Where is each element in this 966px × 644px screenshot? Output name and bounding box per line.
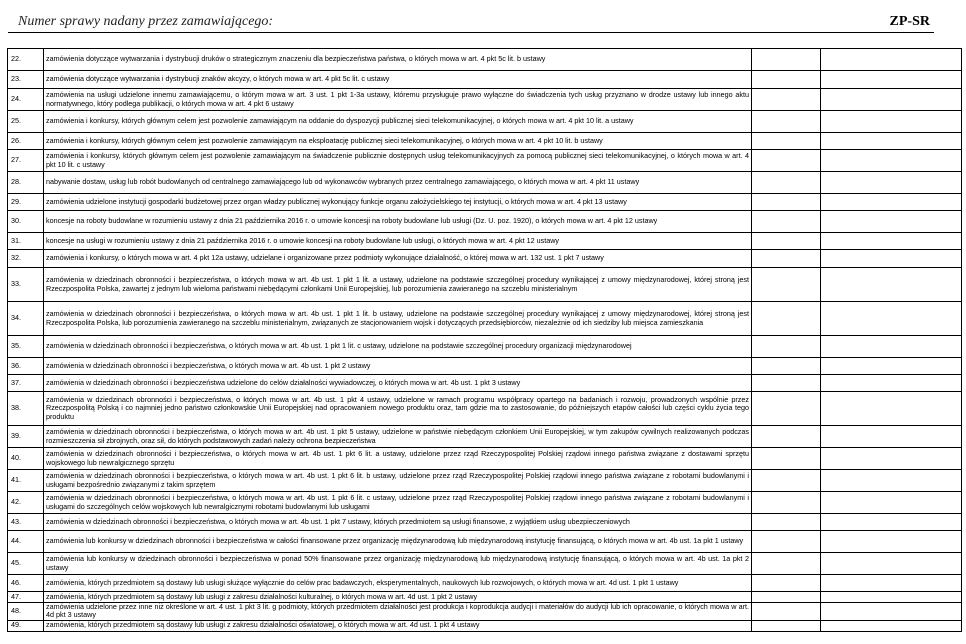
empty-cell-1[interactable]: [752, 531, 821, 553]
row-number: 25.: [8, 111, 44, 133]
empty-cell-1[interactable]: [752, 89, 821, 111]
exemptions-table: [7, 48, 962, 632]
empty-cell-2[interactable]: [821, 514, 962, 531]
row-number: 48.: [8, 603, 44, 621]
row-number: 26.: [8, 133, 44, 150]
row-number: 41.: [8, 470, 44, 492]
empty-cell-1[interactable]: [752, 603, 821, 621]
table-row: [8, 470, 962, 492]
empty-cell-1[interactable]: [752, 514, 821, 531]
table-row: [8, 336, 962, 358]
empty-cell-2[interactable]: [821, 620, 962, 631]
empty-cell-1[interactable]: [752, 49, 821, 71]
empty-cell-2[interactable]: [821, 575, 962, 592]
row-description: zamówienia w dziedzinach obronności i bezpieczeństwa udzielone do celów działalności wywiadowczej, o których mowa w art. 4b ust. 1 pkt 3 ustawy: [44, 375, 752, 392]
empty-cell-1[interactable]: [752, 150, 821, 172]
empty-cell-1[interactable]: [752, 492, 821, 514]
row-number: 23.: [8, 71, 44, 89]
row-description: zamówienia i konkursy, których głównym celem jest pozwolenie zamawiającym na eksploatację publicznej sieci telekomunikacyjnej, o których mowa w art. 4 pkt 10 lit. b ustawy: [44, 133, 752, 150]
empty-cell-1[interactable]: [752, 71, 821, 89]
table-row: [8, 302, 962, 336]
empty-cell-2[interactable]: [821, 470, 962, 492]
table-row: [8, 358, 962, 375]
empty-cell-2[interactable]: [821, 89, 962, 111]
empty-cell-2[interactable]: [821, 448, 962, 470]
empty-cell-2[interactable]: [821, 49, 962, 71]
empty-cell-2[interactable]: [821, 603, 962, 621]
page-header: [8, 12, 934, 33]
empty-cell-2[interactable]: [821, 194, 962, 211]
empty-cell-1[interactable]: [752, 302, 821, 336]
empty-cell-2[interactable]: [821, 250, 962, 268]
row-number: 28.: [8, 172, 44, 194]
empty-cell-2[interactable]: [821, 492, 962, 514]
empty-cell-2[interactable]: [821, 336, 962, 358]
empty-cell-1[interactable]: [752, 426, 821, 448]
empty-cell-1[interactable]: [752, 133, 821, 150]
row-description: zamówienia w dziedzinach obronności i bezpieczeństwa, o których mowa w art. 4b ust. 1 pkt 1 lit. b ustawy, udzielone na podstawie szczególnej procedury wynikającej z umowy międzynarodowej, której stroną jest Rzeczpospolita Polska, lub porozumienia zawieranego na szczeblu ministerialnym, związanych ze stacjonowaniem wojsk i dotyczących przedsiębiorców, niezależnie od ich siedziby lub miejsca zamieszkania: [44, 302, 752, 336]
empty-cell-1[interactable]: [752, 111, 821, 133]
row-description: zamówienia lub konkursy w dziedzinach obronności i bezpieczeństwa w całości finansowane przez organizację międzynarodową lub międzynarodową instytucję finansującą, o których mowa w art. 4b ust. 1a pkt 1 ustawy: [44, 531, 752, 553]
row-description: zamówienia w dziedzinach obronności i bezpieczeństwa, o których mowa w art. 4b ust. 1 pkt 1 lit. c ustawy, udzielone na podstawie szczególnej procedury organizacji międzynarodowej: [44, 336, 752, 358]
table-row: [8, 49, 962, 71]
row-number: 35.: [8, 336, 44, 358]
empty-cell-2[interactable]: [821, 233, 962, 250]
table-row: [8, 150, 962, 172]
empty-cell-2[interactable]: [821, 392, 962, 426]
empty-cell-1[interactable]: [752, 250, 821, 268]
table-row: [8, 375, 962, 392]
row-number: 30.: [8, 211, 44, 233]
row-description: zamówienia i konkursy, o których mowa w art. 4 pkt 12a ustawy, udzielane i organizowane przez podmioty wykonujące działalność, o której mowa w art. 132 ust. 1 pkt 7 ustawy: [44, 250, 752, 268]
empty-cell-1[interactable]: [752, 448, 821, 470]
row-number: 46.: [8, 575, 44, 592]
empty-cell-2[interactable]: [821, 71, 962, 89]
row-description: zamówienia w dziedzinach obronności i bezpieczeństwa, o których mowa w art. 4b ust. 1 pkt 1 lit. a ustawy, udzielone na podstawie szczególnej procedury wynikającej z umowy międzynarodowej, której stroną jest Rzeczpospolita Polska, zawartej z jednym lub wieloma państwami niebędącymi członkami Unii Europejskiej, lub porozumienia zawieranego na szczeblu ministerialnym: [44, 268, 752, 302]
empty-cell-1[interactable]: [752, 592, 821, 603]
row-description: zamówienia w dziedzinach obronności i bezpieczeństwa, o których mowa w art. 4b ust. 1 pkt 6 lit. c ustawy, udzielone przez rząd Rzeczypospolitej Polskiej rządowi innego państwa związane z robotami budowlanymi i usługami do szczególnych celów wojskowych lub newralgicznymi robotami budowlanymi lub usługami: [44, 492, 752, 514]
table-row: [8, 592, 962, 603]
table-row: [8, 392, 962, 426]
row-description: zamówienia, których przedmiotem są dostawy lub usługi z zakresu działalności oświatowej, o których mowa w art. 4d ust. 1 pkt 4 ustawy: [44, 620, 752, 631]
table-row: [8, 71, 962, 89]
row-description: zamówienia w dziedzinach obronności i bezpieczeństwa, o których mowa w art. 4b ust. 1 pkt 4 ustawy, udzielone w ramach programu współpracy opartego na badaniach i rozwoju, prowadzonych wspólnie przez Rzeczpospolitą Polską i co najmniej jedno państwo członkowskie Unii Europejskiej nad opracowaniem nowego produktu oraz, tam gdzie ma to zastosowanie, do późniejszych etapów całości lub części cyklu życia tego produktu: [44, 392, 752, 426]
row-description: zamówienia dotyczące wytwarzania i dystrybucji druków o strategicznym znaczeniu dla bezpieczeństwa państwa, o których mowa w art. 4 pkt 5c lit. b ustawy: [44, 49, 752, 71]
empty-cell-2[interactable]: [821, 302, 962, 336]
table-row: [8, 133, 962, 150]
empty-cell-1[interactable]: [752, 172, 821, 194]
row-number: 29.: [8, 194, 44, 211]
row-number: 34.: [8, 302, 44, 336]
empty-cell-1[interactable]: [752, 375, 821, 392]
empty-cell-2[interactable]: [821, 358, 962, 375]
empty-cell-1[interactable]: [752, 268, 821, 302]
empty-cell-2[interactable]: [821, 133, 962, 150]
table-row: [8, 620, 962, 631]
row-description: zamówienia w dziedzinach obronności i bezpieczeństwa, o których mowa w art. 4b ust. 1 pkt 7 ustawy, których przedmiotem są usługi finansowe, z wyjątkiem usług ubezpieczeniowych: [44, 514, 752, 531]
table-row: [8, 531, 962, 553]
exemptions-table-body: [8, 49, 962, 632]
row-description: koncesje na usługi w rozumieniu ustawy z dnia 21 października 2016 r. o umowie koncesji na roboty budowlane lub usługi, o których mowa w art. 4 pkt 12 ustawy: [44, 233, 752, 250]
empty-cell-1[interactable]: [752, 211, 821, 233]
row-description: zamówienia w dziedzinach obronności i bezpieczeństwa, o których mowa w art. 4b ust. 1 pkt 5 ustawy, udzielone w państwie niebędącym członkiem Unii Europejskiej, w tym zakupów cywilnych realizowanych podczas rozmieszczenia sił zbrojnych, oraz sił, do których podstawowych zadań należy ochrona bezpieczeństwa: [44, 426, 752, 448]
row-number: 42.: [8, 492, 44, 514]
empty-cell-1[interactable]: [752, 336, 821, 358]
row-number: 45.: [8, 553, 44, 575]
empty-cell-1[interactable]: [752, 620, 821, 631]
row-description: zamówienia i konkursy, których głównym celem jest pozwolenie zamawiającym na świadczenie publicznie dostępnych usług telekomunikacyjnych za pomocą publicznej sieci telekomunikacyjnej, o których mowa w art. 4 pkt 10 lit. c ustawy: [44, 150, 752, 172]
row-number: 22.: [8, 49, 44, 71]
table-row: [8, 268, 962, 302]
empty-cell-2[interactable]: [821, 268, 962, 302]
table-row: [8, 553, 962, 575]
table-row: [8, 89, 962, 111]
row-description: zamówienia dotyczące wytwarzania i dystrybucji znaków akcyzy, o których mowa w art. 4 pkt 5c lit. c ustawy: [44, 71, 752, 89]
row-description: zamówienia na usługi udzielone innemu zamawiającemu, o którym mowa w art. 3 ust. 1 pkt 1-3a ustawy, któremu przysługuje prawo wyłączne do świadczenia tych usług przyznano w drodze ustawy lub innego aktu normatywnego, który podlega publikacji, o których mowa w art. 4 pkt 6 ustawy: [44, 89, 752, 111]
table-row: [8, 492, 962, 514]
empty-cell-1[interactable]: [752, 575, 821, 592]
table-row: [8, 172, 962, 194]
empty-cell-2[interactable]: [821, 375, 962, 392]
row-number: 47.: [8, 592, 44, 603]
row-description: zamówienia w dziedzinach obronności i bezpieczeństwa, o których mowa w art. 4b ust. 1 pkt 6 lit. a ustawy, udzielone przez rząd Rzeczypospolitej Polskiej rządowi innego państwa związane z dostawami sprzętu wojskowego lub newralgicznego sprzętu: [44, 448, 752, 470]
table-row: [8, 250, 962, 268]
table-row: [8, 211, 962, 233]
table-row: [8, 514, 962, 531]
empty-cell-1[interactable]: [752, 553, 821, 575]
row-number: 43.: [8, 514, 44, 531]
row-number: 31.: [8, 233, 44, 250]
case-number-label: Numer sprawy nadany przez zamawiającego:: [18, 14, 274, 29]
row-number: 36.: [8, 358, 44, 375]
row-number: 27.: [8, 150, 44, 172]
empty-cell-1[interactable]: [752, 358, 821, 375]
row-description: zamówienia udzielone przez inne niż określone w art. 4 ust. 1 pkt 3 lit. g podmioty, których przedmiotem działalności jest produkcja i koprodukcja audycji i materiałów do audycji lub ich opracowanie, o których mowa w art. 4d pkt 3 ustawy: [44, 603, 752, 621]
empty-cell-2[interactable]: [821, 426, 962, 448]
empty-cell-2[interactable]: [821, 172, 962, 194]
table-row: [8, 448, 962, 470]
row-number: 39.: [8, 426, 44, 448]
table-row: [8, 575, 962, 592]
row-number: 37.: [8, 375, 44, 392]
empty-cell-2[interactable]: [821, 150, 962, 172]
row-description: zamówienia i konkursy, których głównym celem jest pozwolenie zamawiającym na oddanie do dyspozycji publicznej sieci telekomunikacyjnej, o których mowa w art. 4 pkt 10 lit. a ustawy: [44, 111, 752, 133]
empty-cell-1[interactable]: [752, 194, 821, 211]
row-description: koncesje na roboty budowlane w rozumieniu ustawy z dnia 21 października 2016 r. o umowie koncesji na roboty budowlane lub usługi (Dz. U. poz. 1920), o których mowa w art. 4 pkt 12 ustawy: [44, 211, 752, 233]
row-description: zamówienia lub konkursy w dziedzinach obronności i bezpieczeństwa w ponad 50% finansowane przez organizację międzynarodową lub międzynarodową instytucję finansującą, o których mowa w art. 4b ust. 1a pkt 2 ustawy: [44, 553, 752, 575]
row-number: 32.: [8, 250, 44, 268]
row-description: nabywanie dostaw, usług lub robót budowlanych od centralnego zamawiającego lub od wykonawców wybranych przez centralnego zamawiającego, o których mowa w art. 4 pkt 11 ustawy: [44, 172, 752, 194]
row-number: 33.: [8, 268, 44, 302]
row-number: 38.: [8, 392, 44, 426]
empty-cell-2[interactable]: [821, 553, 962, 575]
empty-cell-2[interactable]: [821, 592, 962, 603]
row-number: 44.: [8, 531, 44, 553]
row-description: zamówienia, których przedmiotem są dostawy lub usługi z zakresu działalności kulturalnej, o których mowa w art. 4d ust. 1 pkt 2 ustawy: [44, 592, 752, 603]
form-code: ZP-SR: [889, 14, 930, 29]
empty-cell-2[interactable]: [821, 111, 962, 133]
empty-cell-2[interactable]: [821, 531, 962, 553]
table-row: [8, 426, 962, 448]
row-description: zamówienia, których przedmiotem są dostawy lub usługi służące wyłącznie do celów prac badawczych, eksperymentalnych, naukowych lub rozwojowych, o których mowa w art. 4d ust. 1 pkt 1 ustawy: [44, 575, 752, 592]
empty-cell-1[interactable]: [752, 233, 821, 250]
table-row: [8, 194, 962, 211]
row-description: zamówienia w dziedzinach obronności i bezpieczeństwa, o których mowa w art. 4b ust. 1 pkt 2 ustawy: [44, 358, 752, 375]
table-row: [8, 233, 962, 250]
table-row: [8, 111, 962, 133]
row-number: 24.: [8, 89, 44, 111]
row-description: zamówienia w dziedzinach obronności i bezpieczeństwa, o których mowa w art. 4b ust. 1 pkt 6 lit. b ustawy, udzielone przez rząd Rzeczypospolitej Polskiej rządowi innego państwa związane z robotami budowlanymi i usługami bezpośrednio związanymi z takim sprzętem: [44, 470, 752, 492]
empty-cell-1[interactable]: [752, 392, 821, 426]
row-number: 40.: [8, 448, 44, 470]
row-number: 49.: [8, 620, 44, 631]
table-row: [8, 603, 962, 621]
row-description: zamówienia udzielone instytucji gospodarki budżetowej przez organ władzy publicznej wykonujący funkcje organu założycielskiego tej instytucji, o których mowa w art. 4 pkt 13 ustawy: [44, 194, 752, 211]
empty-cell-1[interactable]: [752, 470, 821, 492]
empty-cell-2[interactable]: [821, 211, 962, 233]
